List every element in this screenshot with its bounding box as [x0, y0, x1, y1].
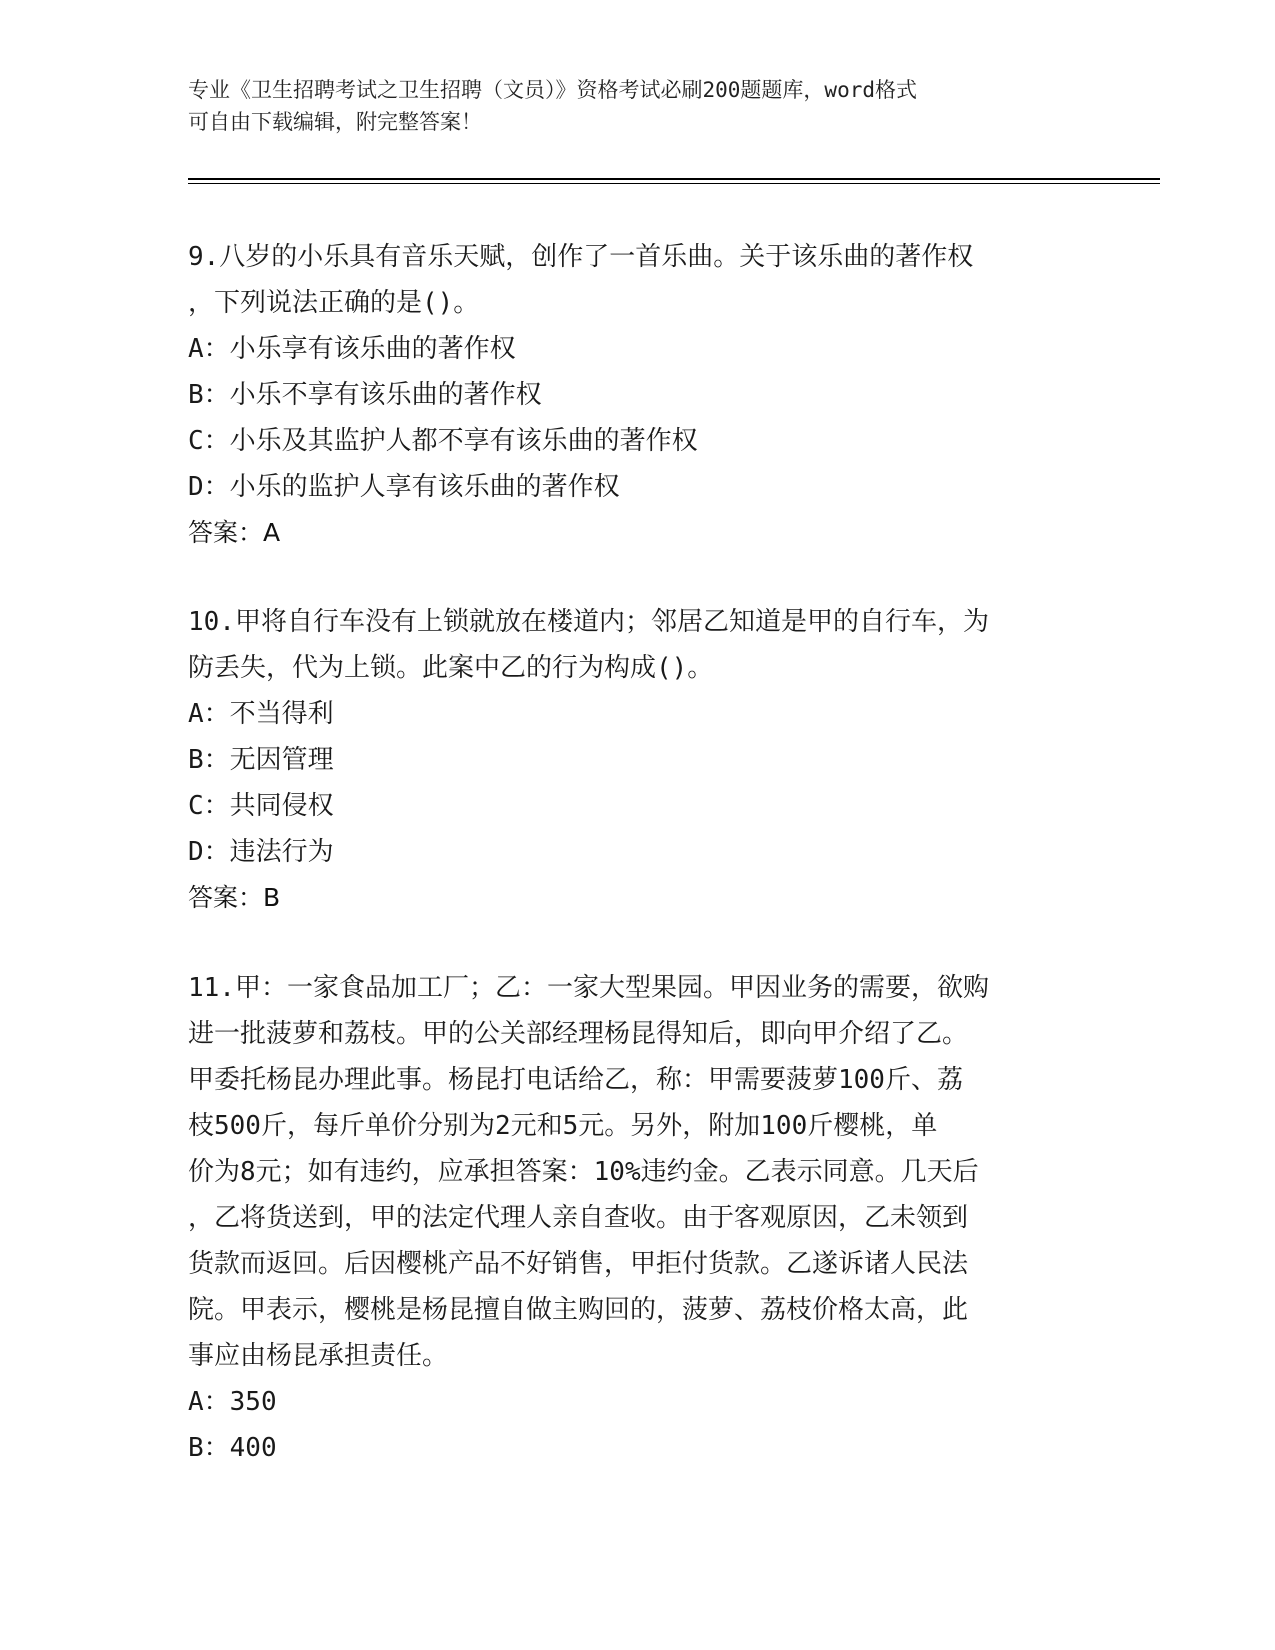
option-d: D：违法行为 — [188, 837, 334, 867]
question-text-line: 进一批菠萝和荔枝。甲的公关部经理杨昆得知后，即向甲介绍了乙。 — [188, 1019, 969, 1049]
option-d: D：小乐的监护人享有该乐曲的著作权 — [188, 472, 620, 502]
question-text-line: 货款而返回。后因樱桃产品不好销售，甲拒付货款。乙遂诉诸人民法 — [188, 1249, 969, 1279]
option-b: B：小乐不享有该乐曲的著作权 — [188, 380, 542, 410]
question-text-line: 11.甲：一家食品加工厂；乙：一家大型果园。甲因业务的需要，欲购 — [188, 973, 989, 1003]
option-a: A：不当得利 — [188, 699, 334, 729]
question-text-line: ，乙将货送到，甲的法定代理人亲自查收。由于客观原因，乙未领到 — [188, 1203, 969, 1233]
answer-label: 答案：A — [188, 518, 281, 547]
question-text-line: 防丢失，代为上锁。此案中乙的行为构成()。 — [188, 653, 714, 683]
answer-label: 答案：B — [188, 883, 281, 912]
question-9 — [188, 234, 1088, 556]
option-a: A：350 — [188, 1387, 277, 1417]
document-header — [188, 74, 1068, 138]
header-title-line-2: 可自由下载编辑，附完整答案！ — [188, 110, 482, 134]
question-11 — [188, 965, 1088, 1471]
option-c: C：共同侵权 — [188, 791, 334, 821]
option-b: B：无因管理 — [188, 745, 334, 775]
option-c: C：小乐及其监护人都不享有该乐曲的著作权 — [188, 426, 698, 456]
question-10 — [188, 599, 1088, 921]
question-text-line: ，下列说法正确的是()。 — [188, 288, 480, 318]
header-divider-thick — [188, 178, 1160, 180]
question-text-line: 价为8元；如有违约，应承担答案：10%违约金。乙表示同意。几天后 — [188, 1157, 979, 1187]
option-b: B：400 — [188, 1433, 277, 1463]
option-a: A：小乐享有该乐曲的著作权 — [188, 334, 516, 364]
header-divider-thin — [188, 183, 1160, 184]
question-text-line: 10.甲将自行车没有上锁就放在楼道内；邻居乙知道是甲的自行车，为 — [188, 607, 989, 637]
question-text-line: 事应由杨昆承担责任。 — [188, 1341, 449, 1371]
question-text-line: 甲委托杨昆办理此事。杨昆打电话给乙，称：甲需要菠萝100斤、荔 — [188, 1065, 963, 1095]
question-text-line: 院。甲表示，樱桃是杨昆擅自做主购回的，菠萝、荔枝价格太高，此 — [188, 1295, 969, 1325]
question-text-line: 枝500斤，每斤单价分别为2元和5元。另外，附加100斤樱桃，单 — [188, 1111, 938, 1141]
question-text-line: 9.八岁的小乐具有音乐天赋，创作了一首乐曲。关于该乐曲的著作权 — [188, 242, 974, 272]
header-title-line-1: 专业《卫生招聘考试之卫生招聘（文员）》资格考试必刷200题题库，word格式 — [188, 78, 917, 102]
